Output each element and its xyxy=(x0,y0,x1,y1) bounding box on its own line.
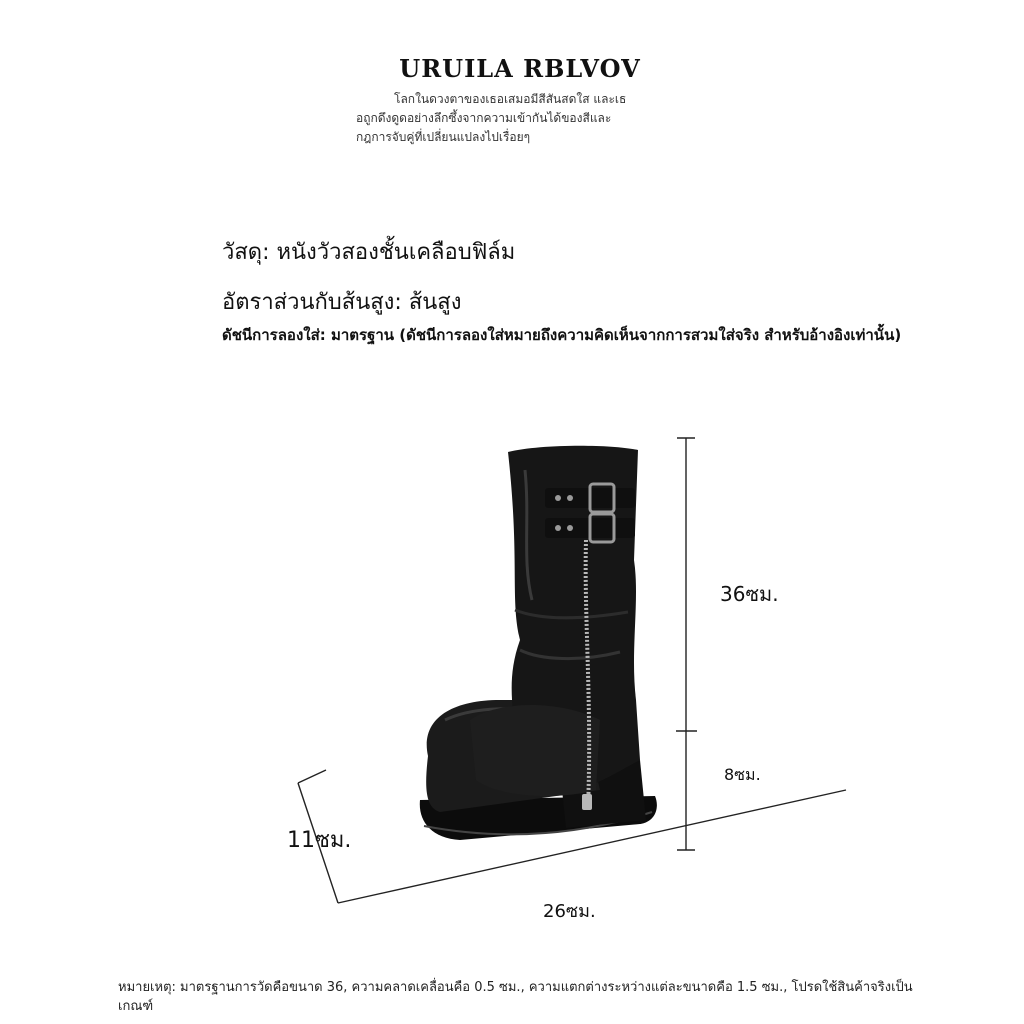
spec-material: วัสดุ: หนังวัวสองชั้นเคลือบฟิล์ม xyxy=(222,240,516,265)
length-label: 26ซม. xyxy=(543,901,596,922)
tagline-line-1: โลกในดวงตาของเธอเสมอมีสีสันสดใส และเธ xyxy=(394,92,627,106)
brand-title: URUILA RBLVOV xyxy=(399,54,641,83)
tagline-line-2: อถูกดึงดูดอย่างลึกซึ้งจากความเข้ากันได้ของสีและ xyxy=(356,111,612,125)
measurement-note: หมายเหตุ: มาตรฐานการวัดคือขนาด 36, ความคลาดเคลื่อนคือ 0.5 ซม., ความแตกต่างระหว่างแต่ละขนาดคือ 1.5 ซม., โปรดใช้สินค้าจริงเป็นเกณฑ์ xyxy=(118,980,913,1014)
spec-fit-index: ดัชนีการลองใส่: มาตรฐาน (ดัชนีการลองใส่หมายถึงความคิดเห็นจากการสวมใส่จริง สำหรับอ้างอิงเท่านั้น) xyxy=(222,326,902,344)
depth-tick xyxy=(298,770,326,783)
shaft-height-label: 36ซม. xyxy=(720,582,779,606)
depth-label: 11ซม. xyxy=(287,828,352,853)
spec-heel-ratio: อัตราส่วนกับส้นสูง: ส้นสูง xyxy=(222,290,462,315)
tagline-line-3: กฎการจับคู่ที่เปลี่ยนแปลงไปเรื่อยๆ xyxy=(356,130,531,144)
heel-height-label: 8ซม. xyxy=(724,765,761,784)
boot-image xyxy=(420,446,657,840)
